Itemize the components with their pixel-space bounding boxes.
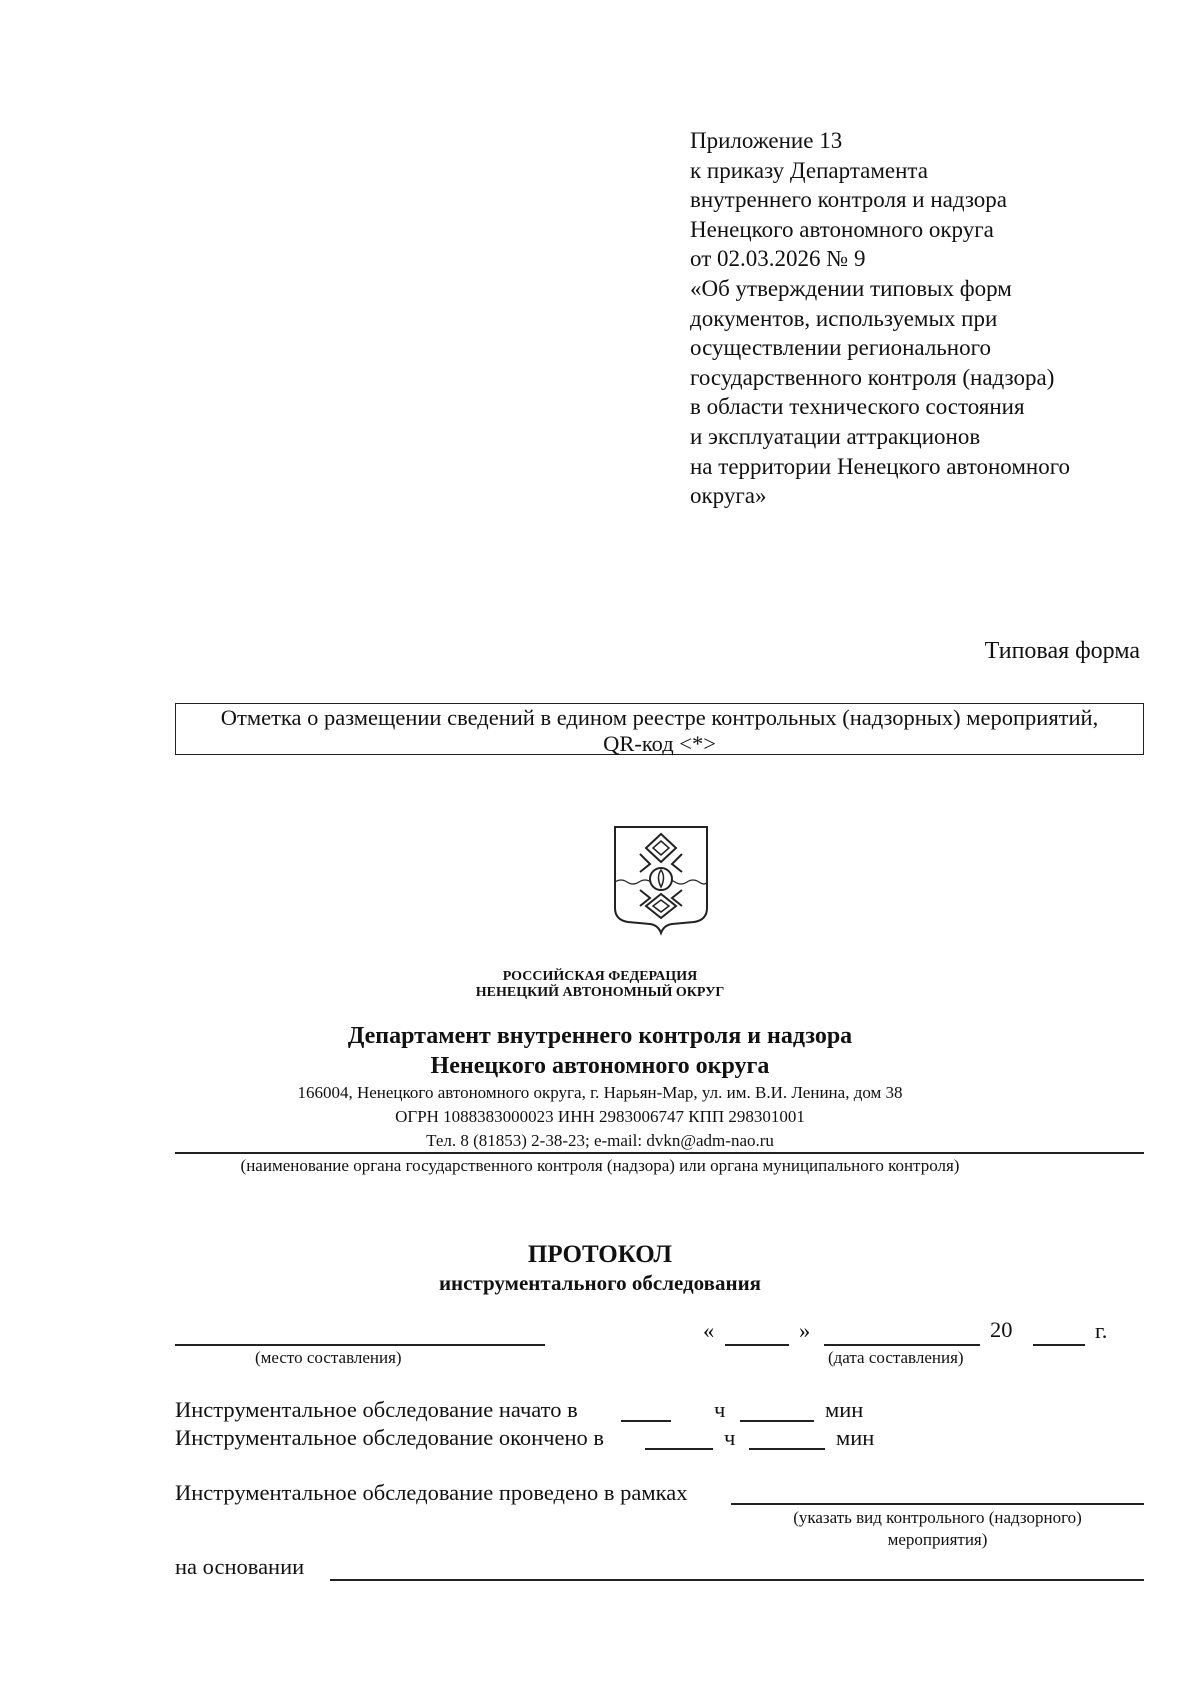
end-hours-unit: ч [724,1425,736,1450]
registry-mark-line1: Отметка о размещении сведений в едином реестре контрольных (надзорных) мероприятий, [220,705,1099,730]
appendix-line: округа» [690,483,767,509]
place-field[interactable] [175,1344,545,1346]
country-name: РОССИЙСКАЯ ФЕДЕРАЦИЯ [502,969,698,984]
appendix-line: от 02.03.2026 № 9 [690,246,866,272]
appendix-line: «Об утверждении типовых форм [690,275,1012,301]
appendix-line: Ненецкого автономного округа [690,216,994,242]
appendix-line: к приказу Департамента [690,157,928,183]
quote-open: « [703,1318,715,1343]
end-time-label: Инструментальное обследование окончено в [175,1425,604,1450]
registry-mark-box [175,703,1144,755]
protocol-title: ПРОТОКОЛ [527,1241,673,1268]
month-field[interactable] [824,1344,980,1346]
appendix-line: Приложение 13 [690,128,843,153]
start-hours-field[interactable] [621,1420,671,1422]
basis-label: на основании [175,1554,305,1579]
date-caption: (дата составления) [828,1348,964,1367]
protocol-subtitle: инструментального обследования [438,1271,762,1295]
day-field[interactable] [725,1344,789,1346]
start-time-label: Инструментальное обследование начато в [175,1397,578,1422]
department-name-line1: Департамент внутреннего контроля и надзора [347,1023,853,1049]
framework-field[interactable] [731,1503,1144,1505]
coat-of-arms-icon [612,824,710,936]
appendix-line: в области технического состояния [690,394,1025,420]
end-minutes-unit: мин [836,1425,875,1450]
place-caption: (место составления) [255,1348,402,1367]
framework-caption-line2: мероприятия) [887,1530,988,1549]
basis-field[interactable] [330,1579,1144,1581]
appendix-line: государственного контроля (надзора) [690,364,1055,390]
appendix-line: на территории Ненецкого автономного [690,453,1071,479]
start-minutes-unit: мин [825,1397,864,1422]
appendix-line: внутреннего контроля и надзора [690,187,1008,213]
appendix-reference [690,126,1170,511]
start-hours-unit: ч [714,1397,726,1422]
header-divider [175,1152,1144,1154]
department-registration: ОГРН 1088383000023 ИНН 2983006747 КПП 298301001 [395,1107,805,1126]
appendix-line: и эксплуатации аттракционов [690,423,981,449]
start-minutes-field[interactable] [740,1420,814,1422]
quote-close: » [799,1318,811,1343]
region-name: НЕНЕЦКИЙ АВТОНОМНЫЙ ОКРУГ [475,985,725,1000]
framework-label: Инструментальное обследование проведено в рамках [175,1480,688,1505]
form-type-label: Типовая форма [984,638,1140,664]
appendix-line: осуществлении регионального [690,335,991,361]
department-name-line2: Ненецкого автономного округа [430,1053,770,1079]
year-suffix: г. [1095,1318,1108,1343]
authority-caption: (наименование органа государственного контроля (надзора) или органа муниципального контроля) [240,1156,960,1175]
department-contacts: Тел. 8 (81853) 2-38-23; e-mail: dvkn@adm-nao.ru [426,1131,774,1150]
registry-mark-line2: QR-код <*> [603,731,716,756]
department-address: 166004, Ненецкого автономного округа, г. Нарьян-Мар, ул. им. В.И. Ленина, дом 38 [297,1083,903,1102]
end-minutes-field[interactable] [749,1448,825,1450]
end-hours-field[interactable] [645,1448,713,1450]
framework-caption-line1: (указать вид контрольного (надзорного) [793,1508,1082,1527]
year-prefix: 20 [990,1317,1013,1342]
appendix-line: документов, используемых при [690,305,998,331]
year-field[interactable] [1033,1344,1085,1346]
